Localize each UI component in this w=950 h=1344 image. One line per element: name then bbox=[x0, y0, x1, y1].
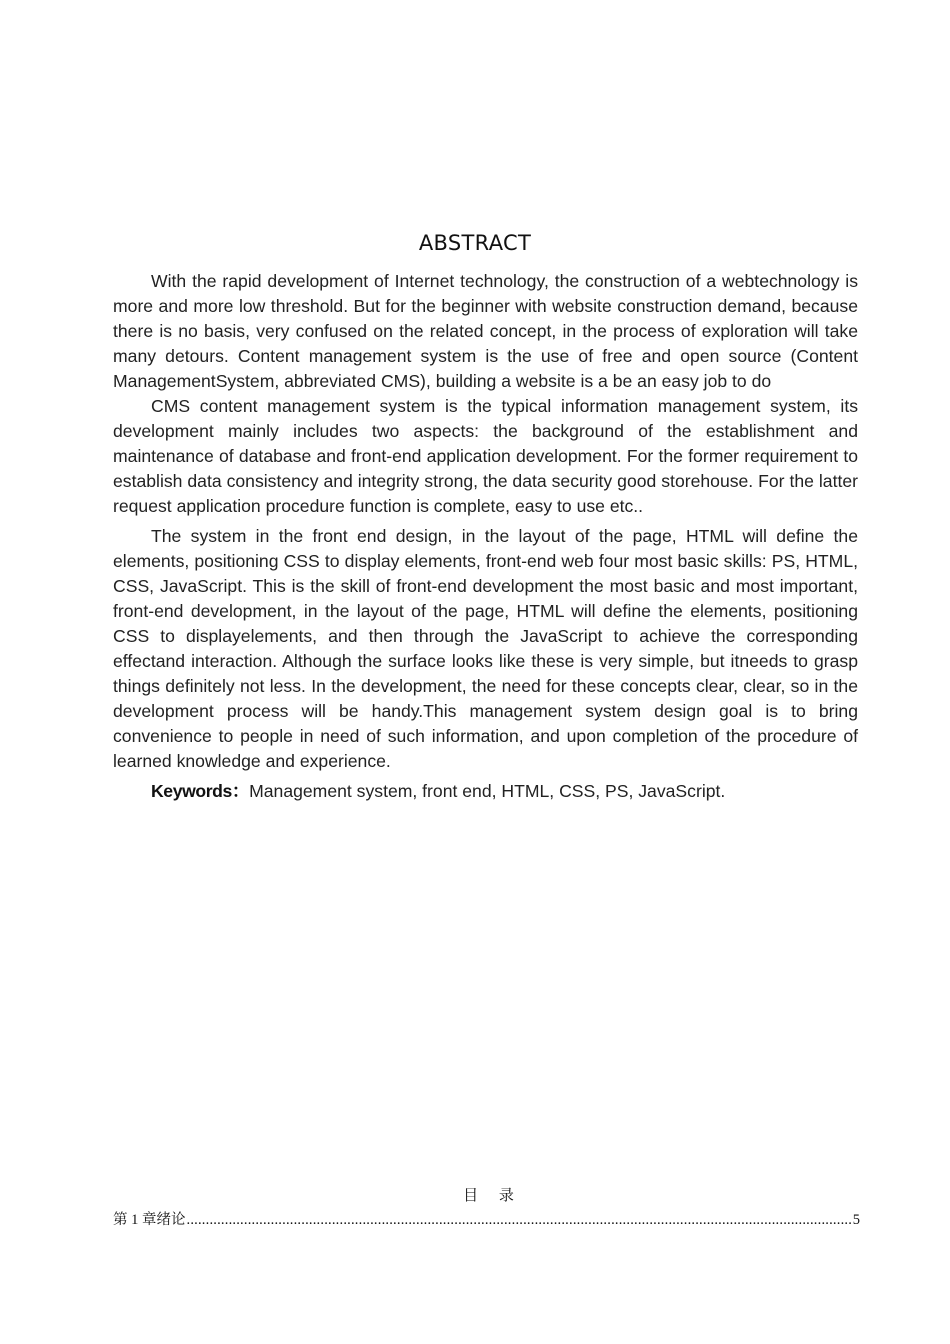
toc-entry[interactable] bbox=[113, 1210, 860, 1230]
toc-dot-leader bbox=[187, 1210, 852, 1230]
abstract-paragraph: CMS content management system is the typical information management system, its development mainly includes two aspects: the background of the establishment and maintenance of database and front-end application development. For the former requirement to establish data consistency and integrity strong, the data security good storehouse. For the latter request application procedure function is complete, easy to use etc.. bbox=[113, 396, 858, 516]
toc-title: 目 录 bbox=[463, 1186, 515, 1204]
toc-entry-label[interactable]: 第 1 章绪论 bbox=[113, 1212, 186, 1228]
abstract-paragraph: The system in the front end design, in the layout of the page, HTML will define the elements, positioning CSS to display elements, front-end web four most basic skills: PS, HTML, CSS, JavaScript. This is the skill of front-end development the most basic and most important, front-end development, in the layout of the page, HTML will define the elements, positioning CSS to displayelements, and then through the JavaScript to achieve the corresponding effectand interaction. Although the surface looks like these is very simple, but itneeds to grasp things definitely not less. In the development, the need for these concepts clear, clear, so in the development process will be handy.This management system design goal is to bring convenience to people in need of such information, and upon completion of the procedure of learned knowledge and experience. bbox=[113, 526, 858, 771]
toc-entry-page[interactable]: 5 bbox=[852, 1212, 860, 1228]
keywords-label: Keywords： bbox=[151, 781, 250, 801]
abstract-body bbox=[113, 269, 858, 804]
keywords-line bbox=[113, 779, 858, 804]
keywords-text: Management system, front end, HTML, CSS, PS, JavaScript. bbox=[249, 781, 726, 801]
abstract-title: ABSTRACT bbox=[418, 231, 532, 255]
abstract-paragraph: With the rapid development of Internet technology, the construction of a webtechnology is more and more low threshold. But for the beginner with website construction demand, because there is no basis, very confused on the related concept, in the process of exploration will take many detours. Content management system is the use of free and open source (Content ManagementSystem, abbreviated CMS), building a website is a be an easy job to do bbox=[113, 271, 858, 391]
